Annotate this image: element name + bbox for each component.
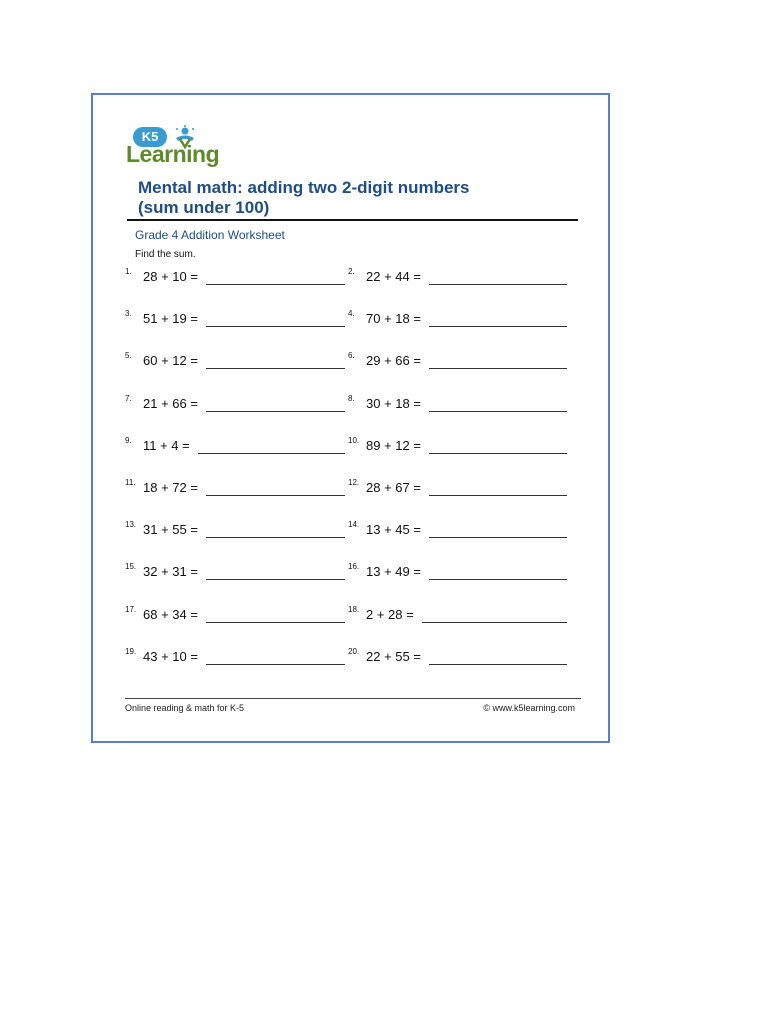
logo-wordmark: Learning: [126, 141, 220, 167]
worksheet-subtitle: Grade 4 Addition Worksheet: [135, 228, 285, 242]
problem-item: [125, 307, 345, 327]
logo-badge: K5: [133, 127, 167, 147]
problem-expression: 2 + 28 =: [366, 607, 414, 622]
problem-item: [348, 434, 567, 454]
answer-blank[interactable]: [429, 396, 567, 412]
problem-expression: 29 + 66 =: [366, 353, 421, 368]
footer-copyright: © www.k5learning.com: [483, 703, 575, 713]
answer-blank[interactable]: [206, 269, 345, 285]
answer-blank[interactable]: [206, 564, 345, 580]
k5-learning-logo: [126, 125, 226, 167]
problem-expression: 70 + 18 =: [366, 311, 421, 326]
problem-item: [125, 518, 345, 538]
answer-blank[interactable]: [429, 438, 567, 454]
problem-number: 13.: [125, 520, 137, 529]
footer-divider: [125, 698, 581, 699]
problem-number: 6.: [348, 351, 355, 360]
problem-number: 10.: [348, 436, 360, 445]
problem-expression: 13 + 49 =: [366, 564, 421, 579]
answer-blank[interactable]: [429, 480, 567, 496]
problem-item: [348, 560, 567, 580]
problem-expression: 31 + 55 =: [143, 522, 198, 537]
problem-number: 5.: [125, 351, 132, 360]
problem-item: [348, 603, 567, 623]
problem-number: 7.: [125, 394, 132, 403]
problem-item: [125, 645, 345, 665]
answer-blank[interactable]: [206, 480, 345, 496]
problem-item: [125, 434, 345, 454]
problem-expression: 32 + 31 =: [143, 564, 198, 579]
problem-expression: 68 + 34 =: [143, 607, 198, 622]
answer-blank[interactable]: [198, 438, 345, 454]
problem-expression: 11 + 4 =: [143, 438, 190, 453]
problem-item: [348, 392, 567, 412]
problem-expression: 51 + 19 =: [143, 311, 198, 326]
problem-item: [348, 645, 567, 665]
problem-number: 12.: [348, 478, 360, 487]
problem-number: 20.: [348, 647, 360, 656]
problem-expression: 18 + 72 =: [143, 480, 198, 495]
problem-expression: 22 + 55 =: [366, 649, 421, 664]
worksheet-frame: [91, 93, 610, 743]
problem-number: 11.: [125, 478, 136, 487]
problem-item: [125, 349, 345, 369]
answer-blank[interactable]: [429, 649, 567, 665]
problem-number: 3.: [125, 309, 132, 318]
problem-item: [348, 307, 567, 327]
problem-number: 17.: [125, 605, 137, 614]
problem-number: 2.: [348, 267, 355, 276]
answer-blank[interactable]: [429, 269, 567, 285]
problem-number: 4.: [348, 309, 355, 318]
answer-blank[interactable]: [429, 311, 567, 327]
answer-blank[interactable]: [206, 607, 345, 623]
problem-expression: 89 + 12 =: [366, 438, 421, 453]
answer-blank[interactable]: [429, 564, 567, 580]
problem-number: 9.: [125, 436, 132, 445]
title-line-2: (sum under 100): [138, 198, 270, 217]
problem-item: [125, 476, 345, 496]
title-line-1: Mental math: adding two 2-digit numbers: [138, 178, 470, 197]
problem-number: 15.: [125, 562, 137, 571]
answer-blank[interactable]: [429, 522, 567, 538]
instructions: Find the sum.: [135, 249, 196, 260]
title-divider: [127, 219, 578, 221]
problem-expression: 28 + 10 =: [143, 269, 198, 284]
answer-blank[interactable]: [429, 353, 567, 369]
problem-number: 16.: [348, 562, 360, 571]
problem-number: 1.: [125, 267, 132, 276]
problem-expression: 43 + 10 =: [143, 649, 198, 664]
worksheet-title: [138, 178, 578, 218]
problem-item: [125, 560, 345, 580]
answer-blank[interactable]: [206, 353, 345, 369]
problem-expression: 28 + 67 =: [366, 480, 421, 495]
problem-item: [348, 476, 567, 496]
problem-item: [348, 349, 567, 369]
problem-expression: 60 + 12 =: [143, 353, 198, 368]
footer-tagline: Online reading & math for K-5: [125, 703, 245, 713]
problem-number: 8.: [348, 394, 355, 403]
problem-number: 14.: [348, 520, 360, 529]
problem-item: [125, 603, 345, 623]
answer-blank[interactable]: [206, 396, 345, 412]
problem-item: [125, 265, 345, 285]
answer-blank[interactable]: [422, 607, 567, 623]
problem-number: 19.: [125, 647, 137, 656]
answer-blank[interactable]: [206, 649, 345, 665]
problem-item: [348, 518, 567, 538]
problem-expression: 22 + 44 =: [366, 269, 421, 284]
problem-expression: 13 + 45 =: [366, 522, 421, 537]
answer-blank[interactable]: [206, 522, 345, 538]
problem-expression: 21 + 66 =: [143, 396, 198, 411]
problem-expression: 30 + 18 =: [366, 396, 421, 411]
problem-number: 18.: [348, 605, 360, 614]
answer-blank[interactable]: [206, 311, 345, 327]
problem-item: [125, 392, 345, 412]
problem-item: [348, 265, 567, 285]
